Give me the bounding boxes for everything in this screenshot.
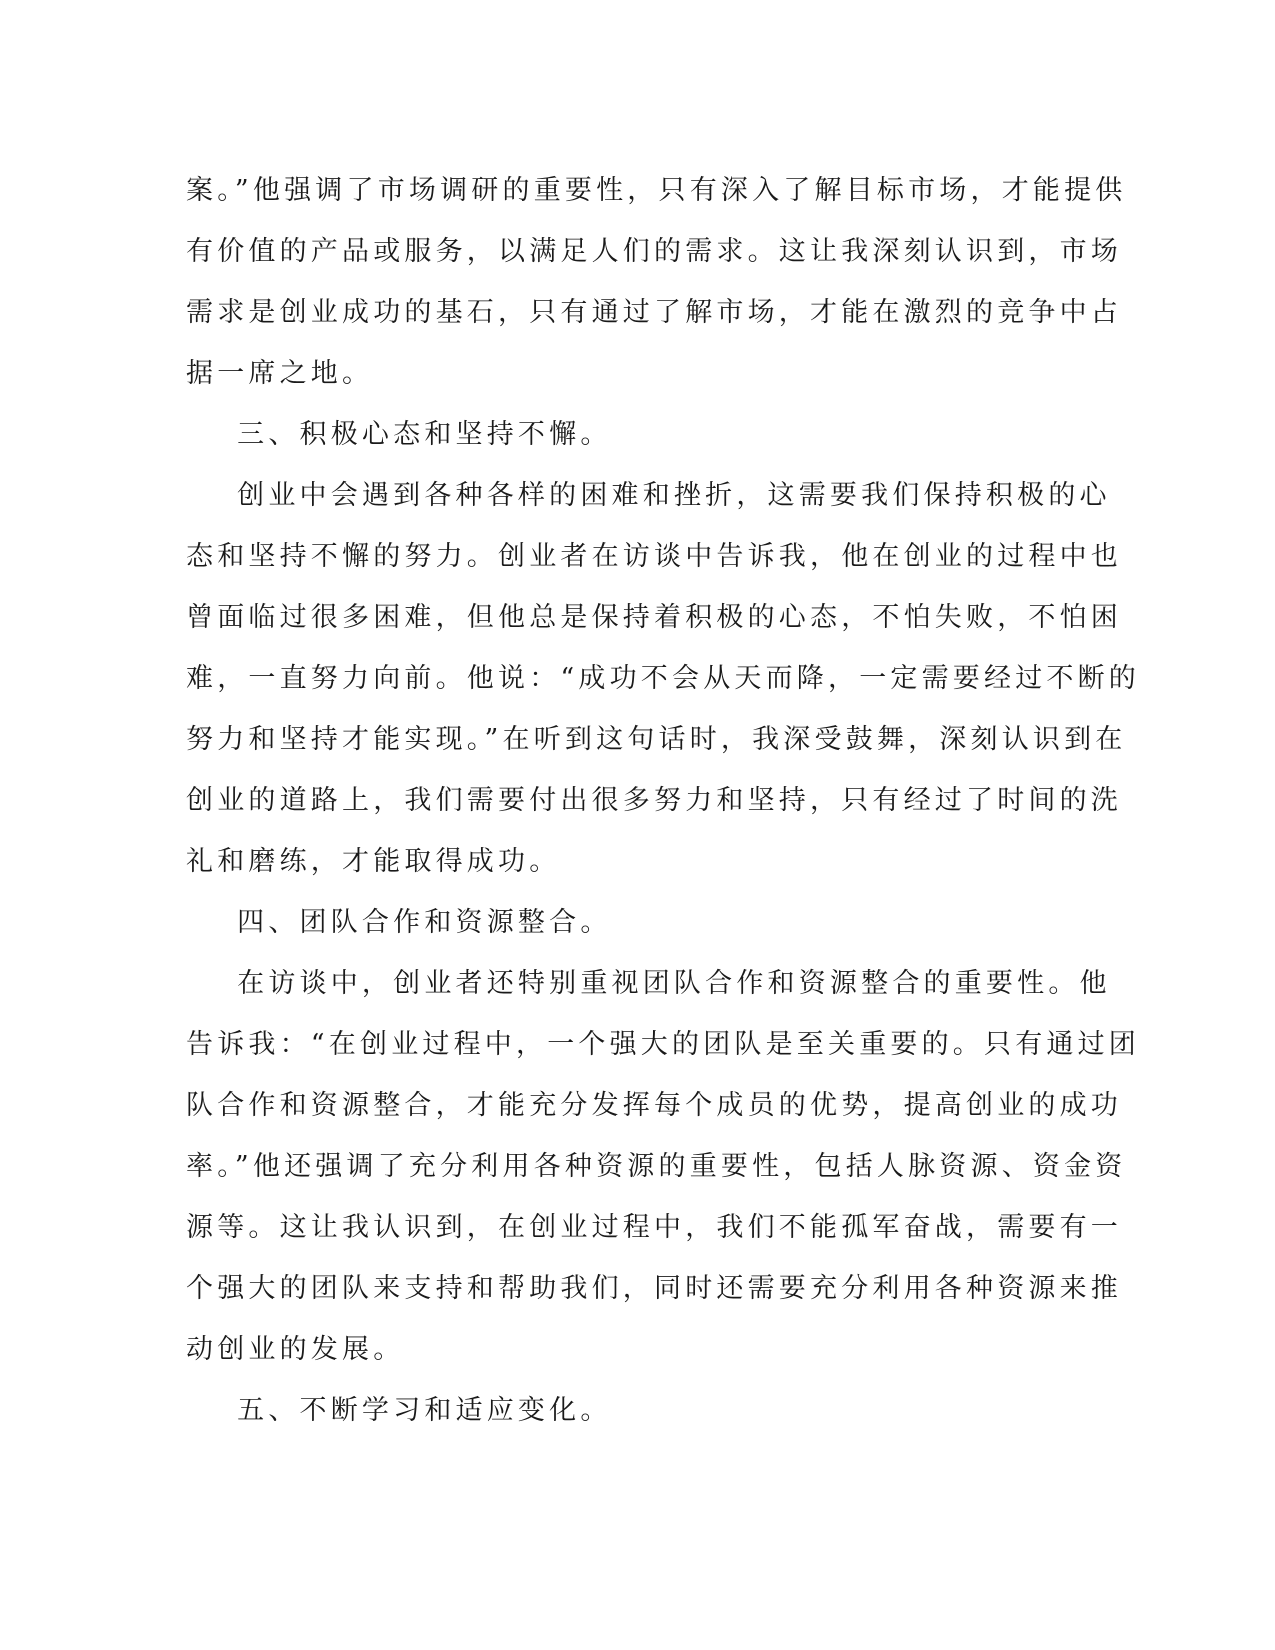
text-line: 动创业的发展。	[186, 1334, 405, 1365]
text-line: 难，一直努力向前。他说：“成功不会从天而降，一定需要经过不断的	[186, 663, 1141, 694]
text-line: 个强大的团队来支持和帮助我们，同时还需要充分利用各种资源来推	[186, 1273, 1122, 1304]
text-line: 率。”他还强调了充分利用各种资源的重要性，包括人脉资源、资金资	[186, 1151, 1127, 1182]
section-heading: 五、不断学习和适应变化。	[186, 1395, 612, 1426]
text-line: 在访谈中，创业者还特别重视团队合作和资源整合的重要性。他	[186, 968, 1111, 999]
text-line: 据一席之地。	[186, 358, 374, 389]
body-text	[186, 160, 1141, 1441]
text-line: 创业中会遇到各种各样的困难和挫折，这需要我们保持积极的心	[186, 480, 1111, 511]
text-line: 创业的道路上，我们需要付出很多努力和坚持，只有经过了时间的洗	[186, 785, 1122, 816]
text-line: 需求是创业成功的基石，只有通过了解市场，才能在激烈的竞争中占	[186, 297, 1122, 328]
text-line: 队合作和资源整合，才能充分发挥每个成员的优势，提高创业的成功	[186, 1090, 1122, 1121]
section-heading: 三、积极心态和坚持不懈。	[186, 419, 612, 450]
text-line: 态和坚持不懈的努力。创业者在访谈中告诉我，他在创业的过程中也	[186, 541, 1122, 572]
text-line: 礼和磨练，才能取得成功。	[186, 846, 561, 877]
text-line: 有价值的产品或服务，以满足人们的需求。这让我深刻认识到，市场	[186, 236, 1122, 267]
text-line: 案。”他强调了市场调研的重要性，只有深入了解目标市场，才能提供	[186, 175, 1127, 206]
section-heading: 四、团队合作和资源整合。	[186, 907, 612, 938]
text-line: 源等。这让我认识到，在创业过程中，我们不能孤军奋战，需要有一	[186, 1212, 1122, 1243]
text-line: 努力和坚持才能实现。”在听到这句话时，我深受鼓舞，深刻认识到在	[186, 724, 1127, 755]
text-line: 曾面临过很多困难，但他总是保持着积极的心态，不怕失败，不怕困	[186, 602, 1122, 633]
text-line: 告诉我：“在创业过程中，一个强大的团队是至关重要的。只有通过团	[186, 1029, 1141, 1060]
